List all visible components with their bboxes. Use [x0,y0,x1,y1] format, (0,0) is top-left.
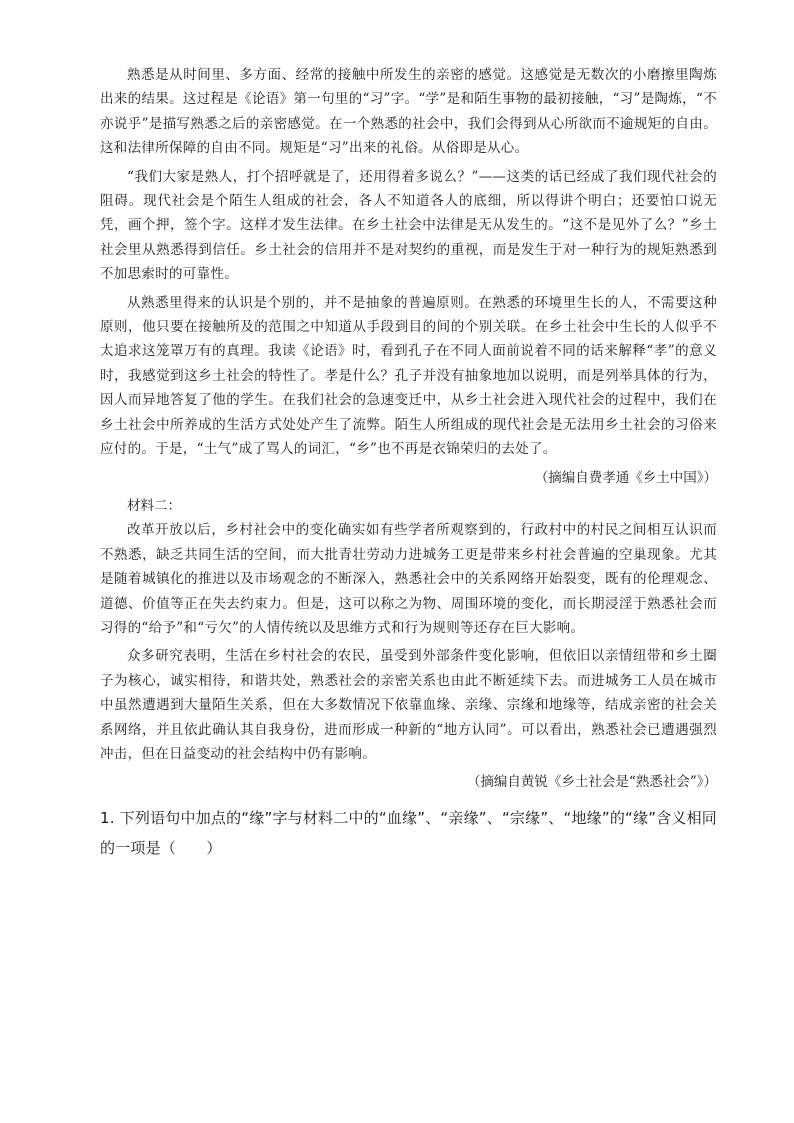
material-one-paragraph-1: 熟悉是从时间里、多方面、经常的接触中所发生的亲密的感觉。这感觉是无数次的小磨擦里陶炼出来的结果。这过程是《论语》第一句里的“习”字。“学”是和陌生事物的最初接触，“习”是陶炼，“不亦说乎”是描写熟悉之后的亲密感觉。在一个熟悉的社会中，我们会得到从心所欲而不逾规矩的自由。这和法律所保障的自由不同。规矩是“习”出来的礼俗。从俗即是从心。 [100,67,717,157]
material-two-label: 材料二： [127,497,181,514]
question-1: 1. 下列语句中加点的“缘”字与材料二中的“血缘”、“亲缘”、“宗缘”、“地缘”的“缘”含义相同的一项是（ ） [100,808,717,857]
material-one [100,63,717,490]
document-content [100,63,717,863]
material-two-paragraph-1: 改革开放以后，乡村社会中的变化确实如有些学者所观察到的，行政村中的村民之间相互认识而不熟悉，缺乏共同生活的空间，而大批青壮劳动力进城务工更是带来乡村社会普遍的空巢现象。尤其是随着城镇化的推进以及市场观念的不断深入，熟悉社会中的关系网络开始裂变，既有的伦理观念、道德、价值等正在失去约束力。但是，这可以称之为物、周围环境的变化，而长期浸淫于熟悉社会而习得的“给予”和“亏欠”的人情传统以及思维方式和行为规则等还存在巨大影响。 [100,522,717,636]
material-two [100,494,717,795]
material-two-source: （摘编自黄锐《乡土社会是“熟悉社会”》） [466,774,717,791]
material-one-source: （摘编自费孝通《乡土中国》） [534,469,717,486]
material-one-paragraph-3: 从熟悉里得来的认识是个别的，并不是抽象的普遍原则。在熟悉的环境里生长的人，不需要这种原则，他只要在接触所及的范围之中知道从手段到目的间的个别关联。在乡土社会中生长的人似乎不太追求这笼罩万有的真理。我读《论语》时，看到孔子在不同人面前说着不同的话来解释“孝”的意义时，我感觉到这乡土社会的特性了。孝是什么？孔子并没有抽象地加以说明，而是列举具体的行为，因人而异地答复了他的学生。在我们社会的急速变迁中，从乡土社会进入现代社会的过程中，我们在乡土社会中所养成的生活方式处处产生了流弊。陌生人所组成的现代社会是无法用乡土社会的习俗来应付的。于是，“土气”成了骂人的词汇，“乡”也不再是衣锦荣归的去处了。 [100,294,717,458]
material-two-paragraph-2: 众多研究表明，生活在乡村社会的农民，虽受到外部条件变化影响，但依旧以亲情纽带和乡土圈子为核心，诚实相待，和谐共处，熟悉社会的亲密关系也由此不断延续下去。而进城务工人员在城市中虽然遭遇到大量陌生关系，但在大多数情况下依靠血缘、亲缘、宗缘和地缘等，结成亲密的社会关系网络，并且依此确认其自我身份，进而形成一种新的“地方认同”。可以看出，熟悉社会已遭遇强烈冲击，但在日益变动的社会结构中仍有影响。 [100,648,717,762]
material-one-paragraph-2: “我们大家是熟人，打个招呼就是了，还用得着多说么？”——这类的话已经成了我们现代社会的阻碍。现代社会是个陌生人组成的社会，各人不知道各人的底细，所以得讲个明白；还要怕口说无凭，画个押，签个字。这样才发生法律。在乡土社会中法律是无从发生的。“这不是见外了么？”乡土社会里从熟悉得到信任。乡土社会的信用并不是对契约的重视，而是发生于对一种行为的规矩熟悉到不加思索时的可靠性。 [100,168,717,283]
